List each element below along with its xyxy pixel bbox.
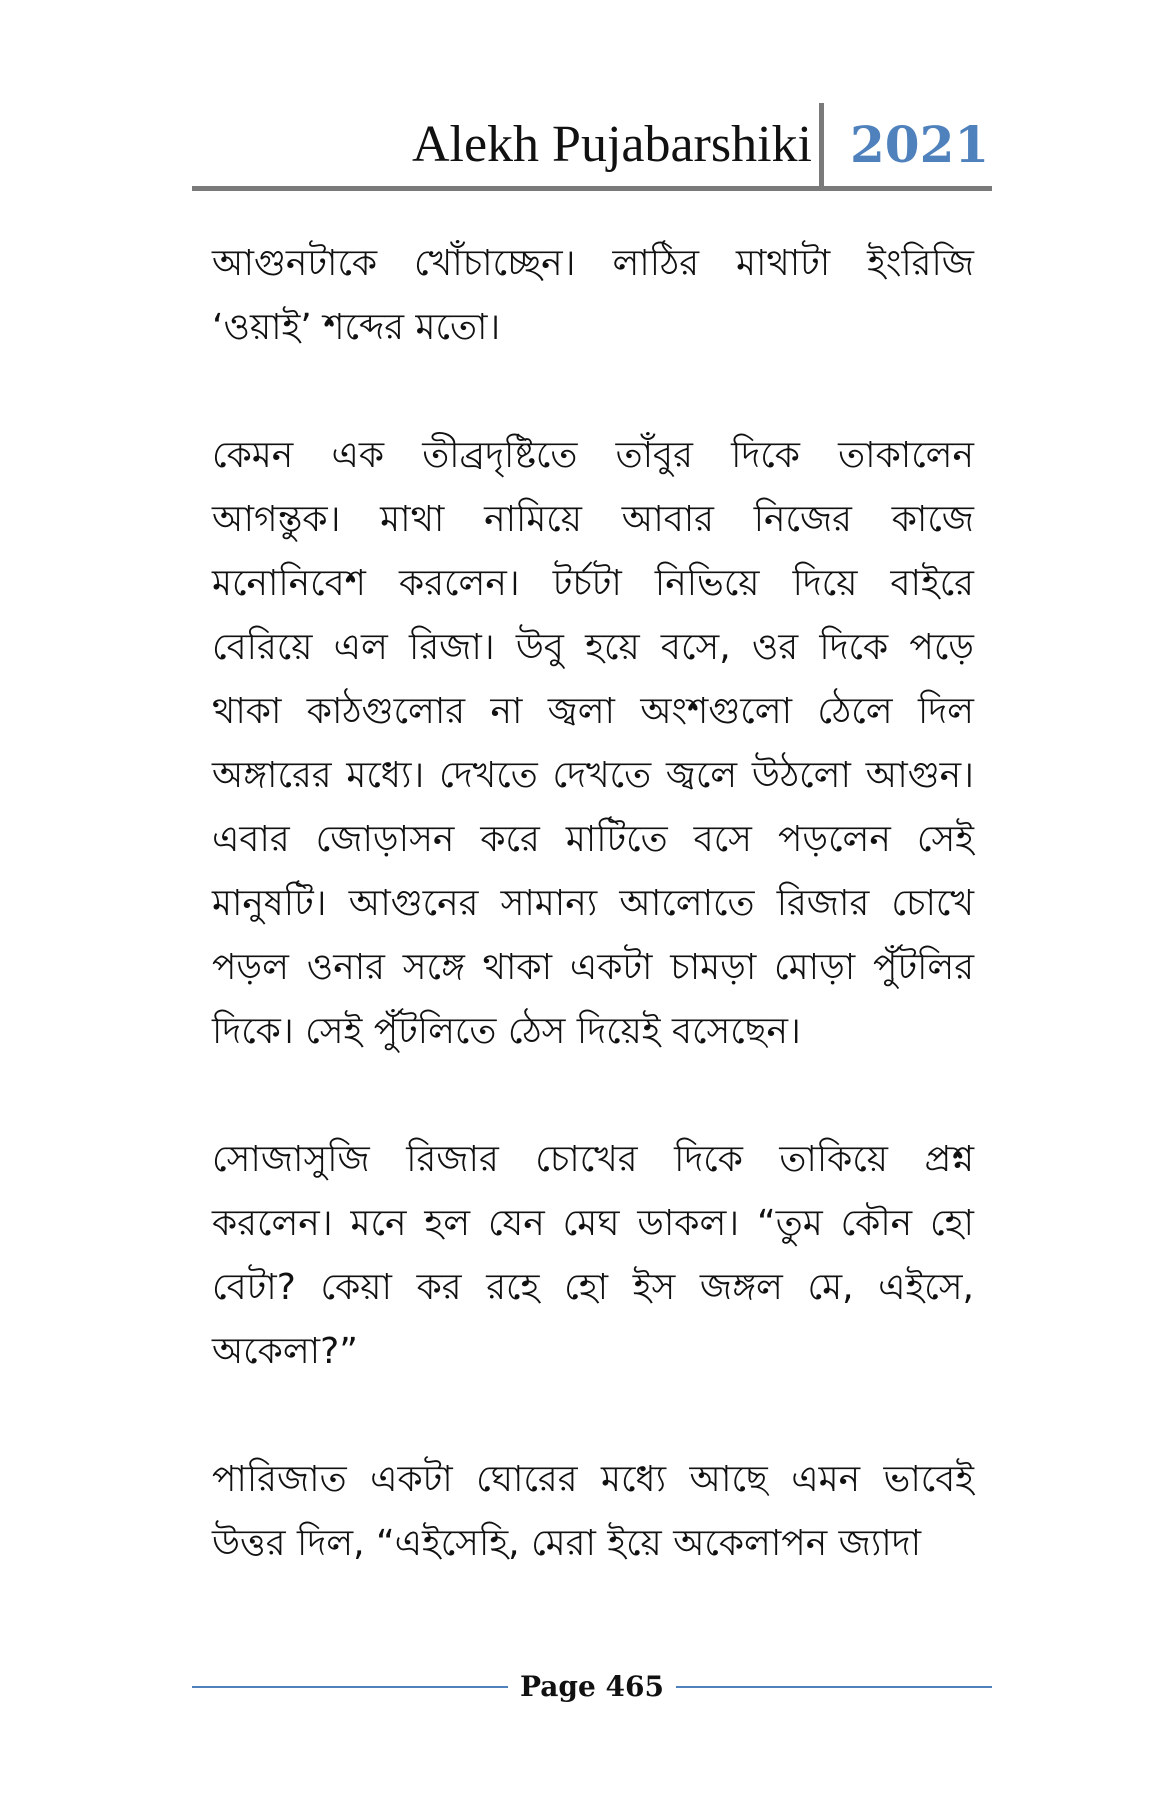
paragraph: পারিজাত একটা ঘোরের মধ্যে আছে এমন ভাবেই উত্তর দিল, “এইসেহি, মেরা ইয়ে অকেলাপন জ্যাদা	[212, 1459, 974, 1564]
publication-title: Alekh Pujabarshiki	[411, 116, 812, 173]
page-number: Page 465	[519, 1670, 665, 1703]
header-separator	[819, 103, 824, 189]
footer-rule-left	[192, 1686, 508, 1688]
page-body	[212, 232, 974, 1640]
paragraph: আগুনটাকে খোঁচাচ্ছেন। লাঠির মাথাটা ইংরিজি ‘ওয়াই’ শব্দের মতো।	[212, 243, 974, 348]
paragraph: সোজাসুজি রিজার চোখের দিকে তাকিয়ে প্রশ্ন করলেন। মনে হল যেন মেঘ ডাকল। “তুম কৌন হো বেটা? কেয়া কর রহে হো ইস জঙ্গল মে, এইসে, অকেলা?”	[212, 1139, 974, 1372]
page-footer	[192, 1665, 992, 1711]
header-rule	[192, 186, 992, 191]
page-header	[192, 103, 992, 189]
paragraph: কেমন এক তীব্রদৃষ্টিতে তাঁবুর দিকে তাকালেন আগন্তুক। মাথা নামিয়ে আবার নিজের কাজে মনোনিবেশ করলেন। টর্চটা নিভিয়ে দিয়ে বাইরে বেরিয়ে এল রিজা। উবু হয়ে বসে, ওর দিকে পড়ে থাকা কাঠগুলোর না জ্বলা অংশগুলো ঠেলে দিল অঙ্গারের মধ্যে। দেখতে দেখতে জ্বলে উঠলো আগুন। এবার জোড়াসন করে মাটিতে বসে পড়লেন সেই মানুষটি। আগুনের সামান্য আলোতে রিজার চোখে পড়ল ওনার সঙ্গে থাকা একটা চামড়া মোড়া পুঁটলির দিকে। সেই পুঁটলিতে ঠেস দিয়েই বসেছেন।	[212, 435, 974, 1052]
publication-year: 2021	[850, 115, 990, 174]
footer-rule-right	[676, 1686, 992, 1688]
